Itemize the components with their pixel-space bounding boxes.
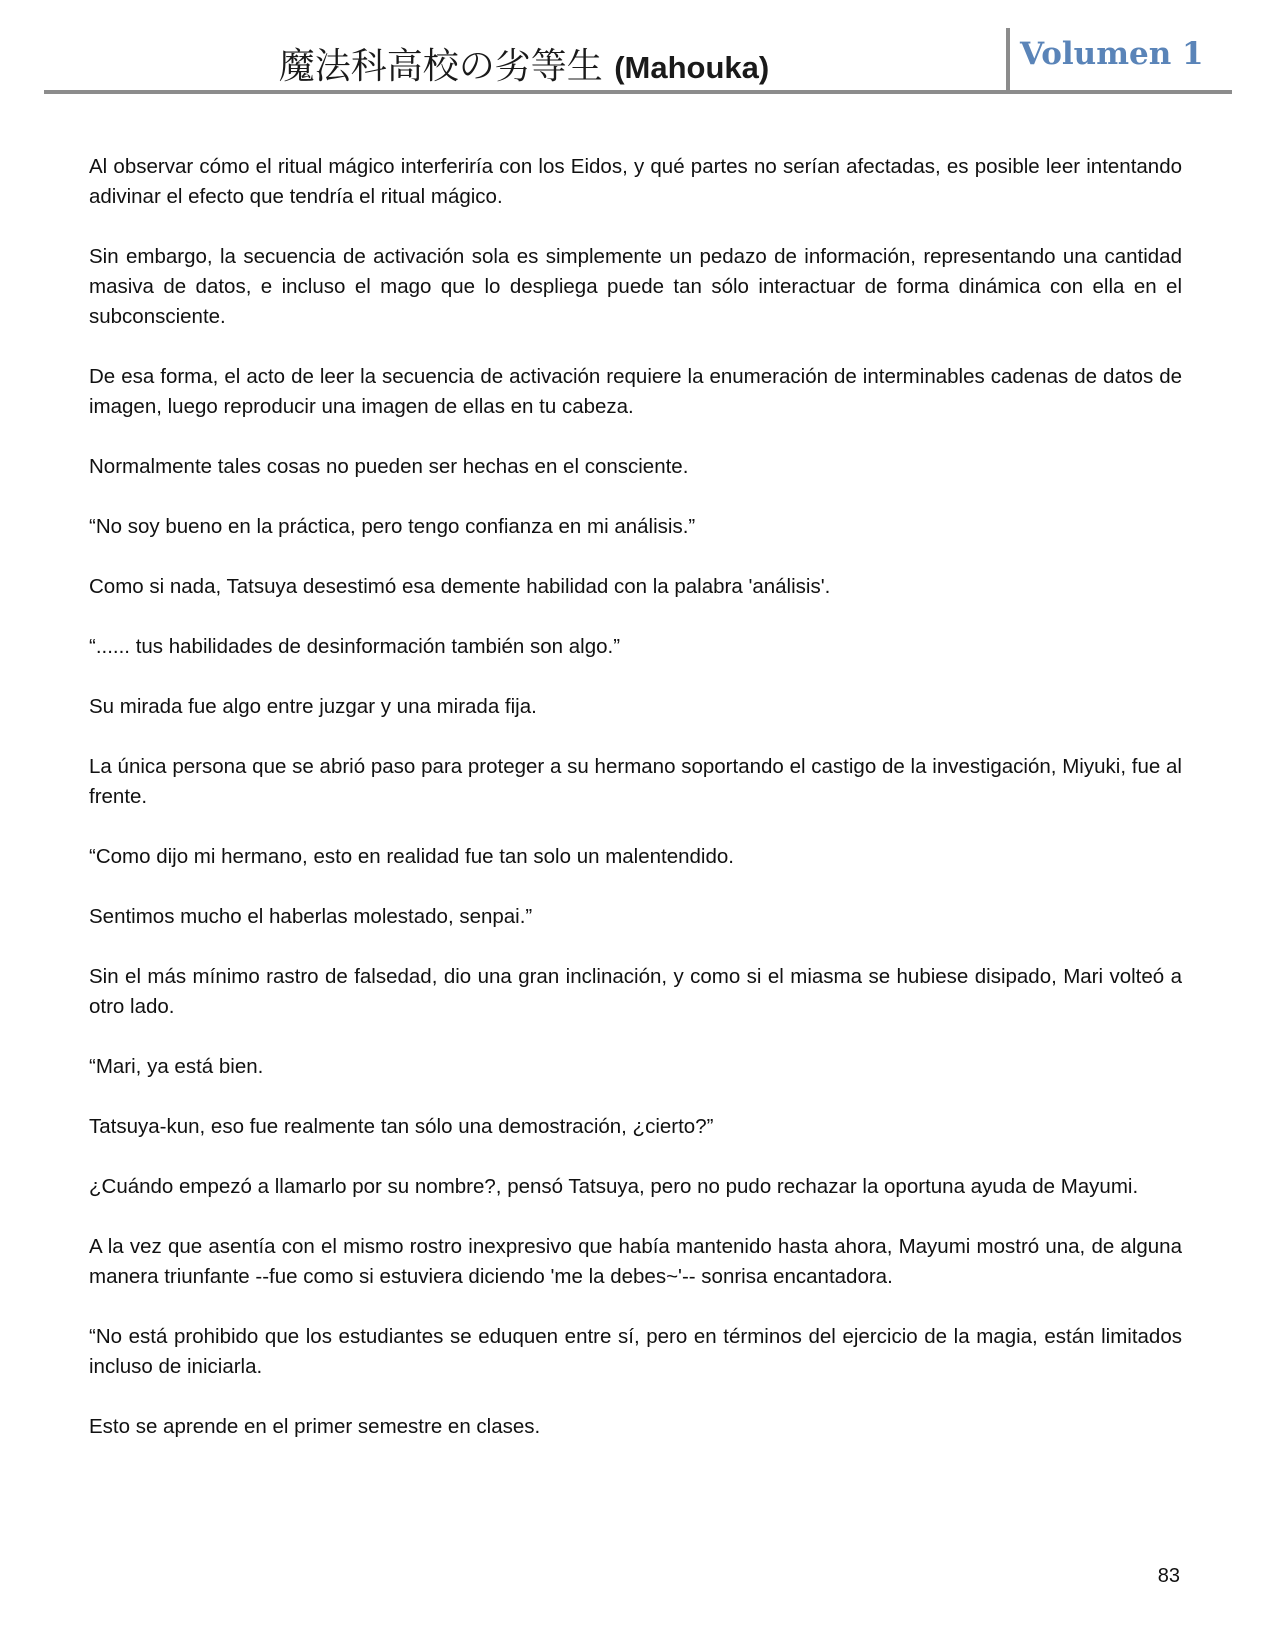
- paragraph: Sin embargo, la secuencia de activación sola es simplemente un pedazo de información, representando una cantidad masiva de datos, e incluso el mago que lo despliega puede tan sólo interactuar de forma dinámica con ella en el subconsciente.: [89, 245, 1182, 328]
- paragraph: Al observar cómo el ritual mágico interferiría con los Eidos, y qué partes no serían afectadas, es posible leer intentando adivinar el efecto que tendría el ritual mágico.: [89, 155, 1182, 208]
- book-title: [44, 38, 1004, 89]
- book-title-latin: (Mahouka): [614, 50, 770, 85]
- paragraph: Sin el más mínimo rastro de falsedad, dio una gran inclinación, y como si el miasma se hubiese disipado, Mari volteó a otro lado.: [89, 965, 1182, 1018]
- paragraph: La única persona que se abrió paso para proteger a su hermano soportando el castigo de la investigación, Miyuki, fue al frente.: [89, 755, 1182, 808]
- paragraph: “Mari, ya está bien.: [89, 1055, 264, 1078]
- paragraph: “No está prohibido que los estudiantes se eduquen entre sí, pero en términos del ejercicio de la magia, están limitados incluso de iniciarla.: [89, 1325, 1182, 1378]
- paragraph: Normalmente tales cosas no pueden ser hechas en el consciente.: [89, 455, 689, 478]
- paragraph: A la vez que asentía con el mismo rostro inexpresivo que había mantenido hasta ahora, Mayumi mostró una, de alguna manera triunfante --fue como si estuviera diciendo 'me la debes~'-- sonrisa encantadora.: [89, 1235, 1182, 1288]
- header-vertical-divider: [1006, 28, 1010, 92]
- page-number: 83: [1157, 1565, 1180, 1587]
- header-horizontal-rule: [44, 90, 1232, 94]
- paragraph: Como si nada, Tatsuya desestimó esa demente habilidad con la palabra 'análisis'.: [89, 575, 831, 598]
- volume-label: Volumen 1: [1020, 36, 1204, 72]
- paragraph: Su mirada fue algo entre juzgar y una mirada fija.: [89, 695, 537, 718]
- paragraph: “No soy bueno en la práctica, pero tengo confianza en mi análisis.”: [89, 515, 696, 538]
- book-title-japanese: 魔法科高校の劣等生: [278, 46, 615, 87]
- paragraph: “...... tus habilidades de desinformación también son algo.”: [89, 635, 621, 658]
- page-header: [44, 28, 1232, 94]
- paragraph: “Como dijo mi hermano, esto en realidad fue tan solo un malentendido.: [89, 845, 734, 868]
- paragraph: Esto se aprende en el primer semestre en clases.: [89, 1415, 541, 1438]
- page-body: [89, 152, 1182, 1472]
- paragraph: Tatsuya-kun, eso fue realmente tan sólo una demostración, ¿cierto?”: [89, 1115, 714, 1138]
- paragraph: Sentimos mucho el haberlas molestado, senpai.”: [89, 905, 533, 928]
- paragraph: De esa forma, el acto de leer la secuencia de activación requiere la enumeración de interminables cadenas de datos de imagen, luego reproducir una imagen de ellas en tu cabeza.: [89, 365, 1182, 418]
- paragraph: ¿Cuándo empezó a llamarlo por su nombre?, pensó Tatsuya, pero no pudo rechazar la oportuna ayuda de Mayumi.: [89, 1175, 1139, 1198]
